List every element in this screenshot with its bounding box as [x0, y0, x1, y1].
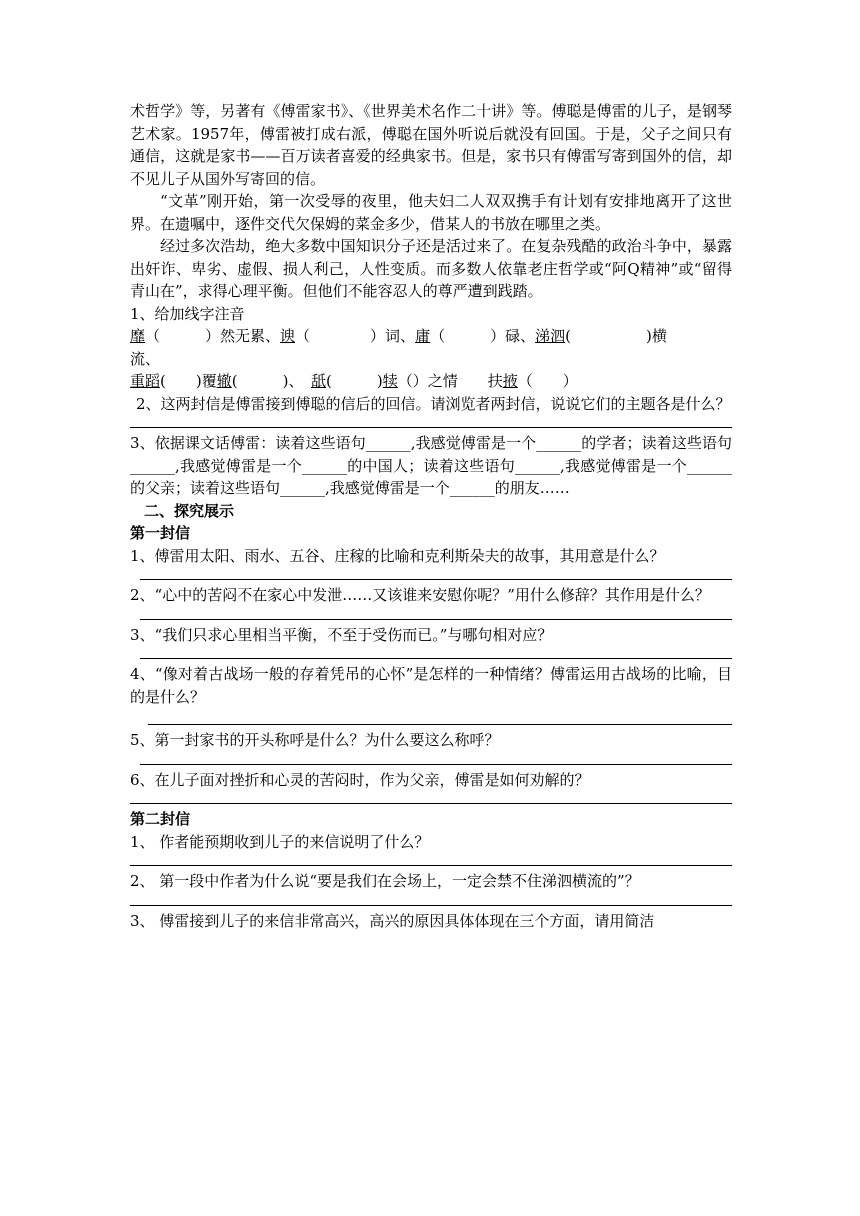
letter2-question-3: 3、 傅雷接到儿子的来信非常高兴，高兴的原因具体体现在三个方面，请用简洁	[130, 911, 655, 930]
word-2: 谀	[280, 327, 296, 345]
word-6-blank: ( )、	[231, 372, 296, 390]
answer-line[interactable]	[130, 415, 732, 428]
letter2-question-2: 2、 第一段中作者为什么说“要是我们在会场上，一定会禁不住涕泗横流的”？	[130, 872, 640, 890]
answer-line[interactable]	[140, 567, 732, 580]
letter1-question-6: 6、在儿子面对挫折和心灵的苦闷时，作为父亲，傅雷是如何劝解的？	[130, 770, 590, 789]
word-7-blank: ( )	[326, 372, 383, 390]
letter1-question-2: 2、“心中的苦闷不在家心中发泄……又该谁来安慰你呢？”用什么修辞？其作用是什么？	[130, 586, 710, 604]
answer-line[interactable]	[140, 752, 732, 765]
word-8: 犊	[382, 372, 398, 390]
question-3: 3、依据课文话傅雷：读着这些语句______,我感觉傅雷是一个______的学者；读着这些语句______,我感觉傅雷是一个______的中国人；读着这些语句______,我感觉傅雷是一个______的父亲；读着这些语句______,我感觉傅雷是一个______的朋友……	[130, 434, 732, 497]
word-7: 舐	[310, 372, 326, 390]
word-3-blank: （ ）碌、	[430, 327, 536, 345]
passage-paragraph-1: 术哲学》等，另著有《傅雷家书》、《世界美术名作二十讲》等。傅聪是傅雷的儿子，是钢琴艺术家。1957年，傅雷被打成右派，傅聪在国外听说后就没有回国。于是，父子之间只有通信，这就是家书——百万读者喜爱的经典家书。但是，家书只有傅雷写寄到国外的信，却不见儿子从国外写寄回的信。	[130, 102, 732, 188]
passage-paragraph-2: “文革”刚开始，第一次受辱的夜里，他夫妇二人双双携手有计划有安排地离开了这世界。在遗嘱中，逐件交代欠保姆的菜金多少，借某人的书放在哪里之类。	[130, 192, 732, 233]
word-2-blank: （ ）词、	[295, 327, 416, 345]
answer-line[interactable]	[140, 607, 732, 620]
answer-line[interactable]	[130, 853, 732, 866]
letter1-question-4: 4、“像对着古战场一般的存着凭吊的心怀”是怎样的一种情绪？傅雷运用古战场的比喻，目的是什么？	[130, 665, 732, 706]
word-1: 靡	[130, 327, 146, 345]
word-3: 庸	[415, 327, 431, 345]
word-9-blank: （ ）	[517, 372, 578, 390]
letter-2-heading: 第二封信	[130, 810, 191, 828]
passage-paragraph-3: 经过多次浩劫，绝大多数中国知识分子还是活过来了。在复杂残酷的政治斗争中，暴露出奸诈、卑劣、虚假、损人利己，人性变质。而多数人依靠老庄哲学或“阿Q精神”或“留得青山在”，求得心理平衡。但他们不能容忍人的尊严遭到践踏。	[130, 237, 732, 300]
answer-line[interactable]	[148, 708, 732, 725]
question-1-title: 1、给加线字注音	[130, 304, 245, 323]
letter1-question-1: 1、傅雷用太阳、雨水、五谷、庄稼的比喻和克利斯朵夫的故事，其用意是什么？	[130, 546, 665, 565]
word-5: 重蹈	[130, 372, 161, 390]
document-page	[130, 100, 732, 932]
word-1-blank: （ ）然无累、	[145, 327, 281, 345]
answer-line[interactable]	[130, 791, 732, 804]
section-2-heading: 二、探究展示	[144, 501, 235, 520]
word-5-blank: ( )覆	[160, 372, 217, 390]
letter2-question-1: 1、 作者能预期收到儿子的来信说明了什么？	[130, 832, 430, 851]
answer-line[interactable]	[130, 893, 732, 906]
word-6: 辙	[216, 372, 232, 390]
word-9: 掖	[502, 372, 518, 390]
letter1-question-5: 5、第一封家书的开头称呼是什么？为什么要这么称呼？	[130, 731, 500, 749]
pinyin-row-1	[130, 325, 732, 348]
word-8-blank: （）之情 扶	[397, 372, 503, 390]
pinyin-row-2: 流、	[130, 349, 161, 368]
letter-1-heading: 第一封信	[130, 524, 191, 542]
word-4: 涕泗	[535, 327, 566, 345]
letter1-question-3: 3、“我们只求心里相当平衡，不至于受伤而已。”与哪句相对应？	[130, 625, 553, 644]
question-2: 2、这两封信是傅雷接到傅聪的信后的回信。请浏览者两封信，说说它们的主题各是什么？	[136, 394, 731, 413]
pinyin-row-3	[130, 370, 732, 393]
word-4-blank: ( )横	[565, 327, 667, 345]
answer-line[interactable]	[140, 646, 732, 659]
